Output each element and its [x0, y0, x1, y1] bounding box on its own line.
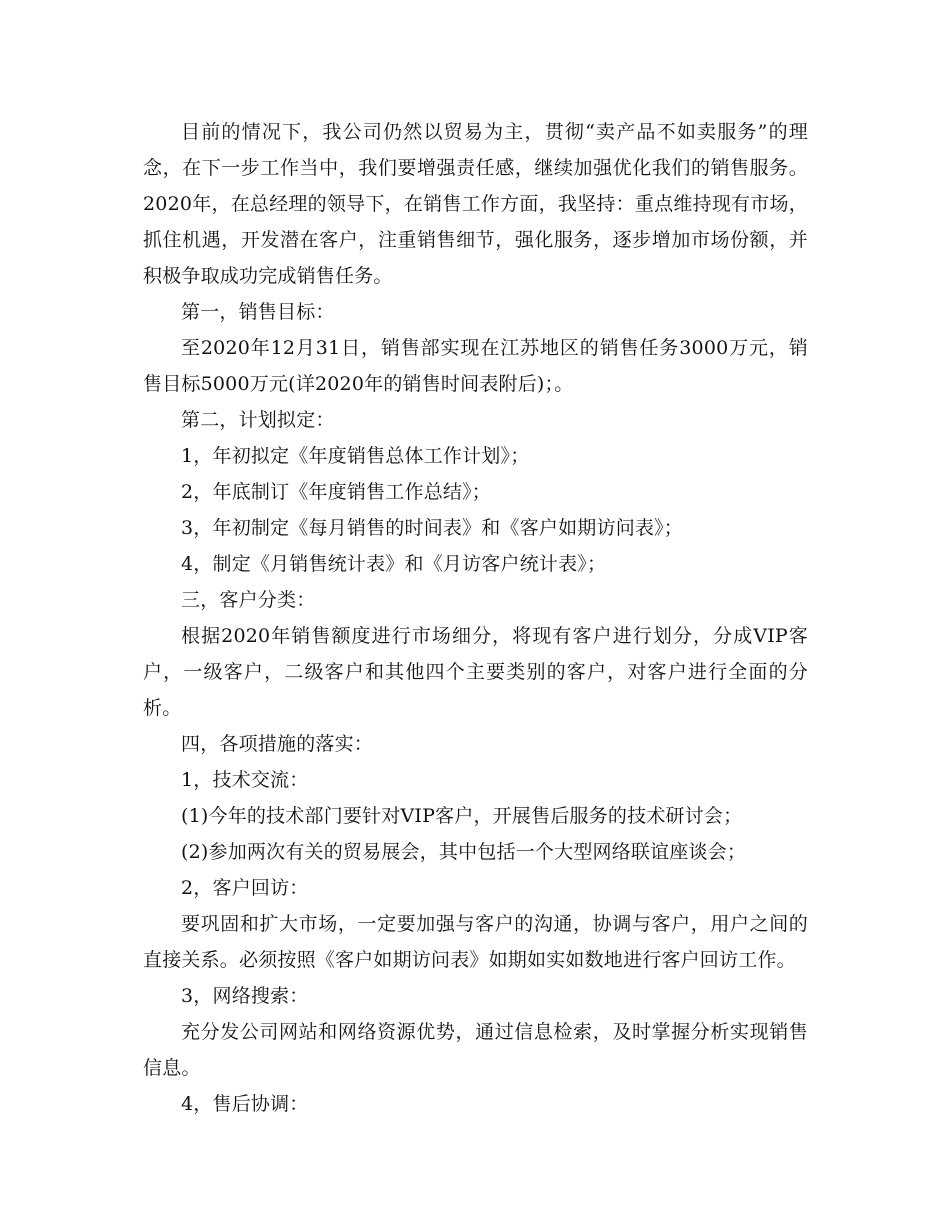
section-heading-plan: 第二，计划拟定： [181, 409, 335, 431]
web-search-paragraph: 充分发公司网站和网络资源优势，通过信息检索，及时掌握分析实现销售信息。 [143, 1021, 808, 1079]
plan-item-4: 4，制定《月销售统计表》和《月访客户统计表》； [181, 553, 607, 575]
document-body [143, 114, 808, 1122]
measure-heading-tech-exchange: 1，技术交流： [181, 769, 309, 791]
section-heading-sales-target: 第一，销售目标： [181, 301, 335, 323]
measure-heading-web-search: 3，网络搜索： [181, 985, 309, 1007]
plan-item-3: 3，年初制定《每月销售的时间表》和《客户如期访问表》； [181, 517, 683, 539]
tech-exchange-item-1: (1)今年的技术部门要针对VIP客户，开展售后服务的技术研讨会； [181, 805, 743, 827]
section-heading-customer-classification: 三，客户分类： [181, 589, 316, 611]
customer-visit-paragraph: 要巩固和扩大市场，一定要加强与客户的沟通，协调与客户，用户之间的直接关系。必须按照《客户如期访问表》如期如实如数地进行客户回访工作。 [143, 913, 808, 971]
measure-heading-after-sales: 4，售后协调： [181, 1093, 309, 1115]
measure-heading-customer-visit: 2，客户回访： [181, 877, 309, 899]
tech-exchange-item-2: (2)参加两次有关的贸易展会，其中包括一个大型网络联谊座谈会； [181, 841, 747, 863]
intro-paragraph: 目前的情况下，我公司仍然以贸易为主，贯彻“卖产品不如卖服务”的理念，在下一步工作当中，我们要增强责任感，继续加强优化我们的销售服务。2020年，在总经理的领导下，在销售工作方面，我坚持：重点维持现有市场，抓住机遇，开发潜在客户，注重销售细节，强化服务，逐步增加市场份额，并积极争取成功完成销售任务。 [143, 121, 808, 287]
plan-item-1: 1，年初拟定《年度销售总体工作计划》； [181, 445, 530, 467]
customer-classification-paragraph: 根据2020年销售额度进行市场细分，将现有客户进行划分，分成VIP客户，一级客户，二级客户和其他四个主要类别的客户，对客户进行全面的分析。 [143, 625, 808, 719]
sales-target-paragraph: 至2020年12月31日，销售部实现在江苏地区的销售任务3000万元，销售目标5000万元(详2020年的销售时间表附后)；。 [143, 337, 808, 395]
plan-item-2: 2，年底制订《年度销售工作总结》； [181, 481, 491, 503]
section-heading-measures: 四，各项措施的落实： [181, 733, 374, 755]
